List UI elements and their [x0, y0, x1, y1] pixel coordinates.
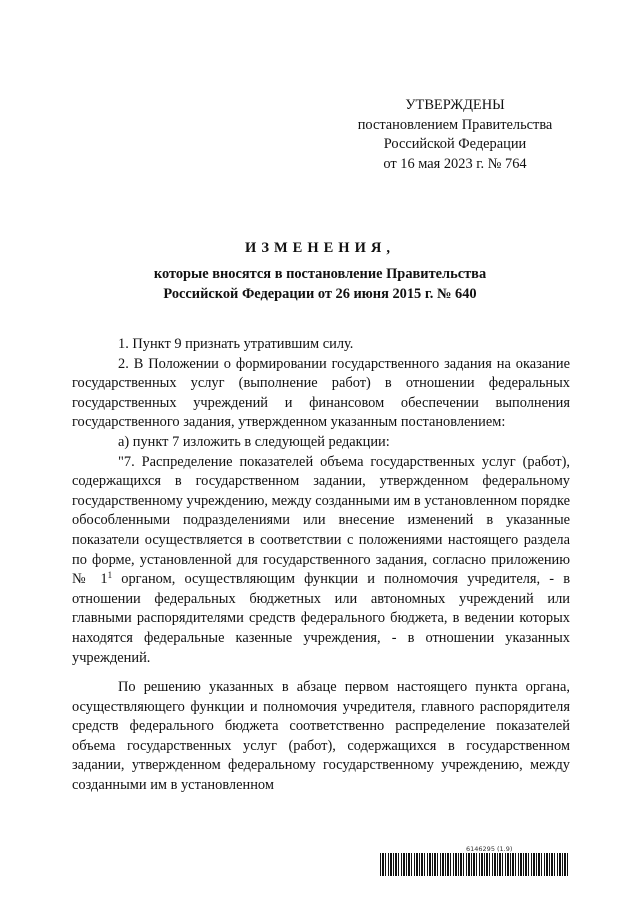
subtitle-line-2: Российской Федерации от 26 июня 2015 г. № 640: [163, 285, 477, 302]
approval-line-date: от 16 мая 2023 г. № 764: [383, 155, 527, 172]
paragraph-4: [72, 453, 570, 669]
document-body: [72, 335, 570, 796]
paragraph-1: 1. Пункт 9 признать утратившим силу.: [118, 336, 354, 352]
paragraph-3: а) пункт 7 изложить в следующей редакции:: [118, 433, 390, 450]
paragraph-4-end: органом, осуществляющим функции и полномочия учредителя, - в отношении федеральных бюджетных или автономных учреждений или главными распорядителями средств федерального бюджета, в ведении которых находятся федеральные казенные учреждения, - в отношении указанных учреждений.: [72, 571, 571, 666]
approval-block: [340, 96, 570, 174]
document-subtitle: [0, 265, 640, 304]
approval-heading: УТВЕРЖДЕНЫ: [405, 97, 505, 113]
barcode-icon: [380, 853, 570, 876]
document-title: ИЗМЕНЕНИЯ,: [245, 240, 395, 256]
document-stamp: 6146295 (1.9): [466, 845, 513, 853]
approval-line-federation: Российской Федерации: [383, 136, 527, 152]
paragraph-4-start: "7. Распределение показателей объема государственных услуг (работ), содержащихся в государственном задании, утвержденном федеральному государственному учреждению, между созданными им в установленном порядке обособленными подразделениями или внесение изменений в указанные показатели осуществляется в соответствии с положениями настоящего раздела по форме, установленной для государственного задания, согласно приложению № 1: [72, 453, 570, 588]
paragraph-5: По решению указанных в абзаце первом настоящего пункта органа, осуществляющего функции и полномочия учредителя, главного распорядителя средств федерального бюджета соответственно распределение показателей объема государственных услуг (работ), содержащихся в государственном задании, утвержденном федеральному государственному учреждению, между созданными им в установленном: [72, 679, 570, 794]
approval-line-resolution: постановлением Правительства: [357, 116, 553, 133]
paragraph-4-superscript: 1: [107, 570, 113, 581]
paragraph-2: 2. В Положении о формировании государственного задания на оказание государственных услуг (выполнение работ) в отношении федеральных государственных учреждений и финансовом обеспечении выполнения государственного задания, утвержденном указанным постановлением:: [72, 355, 570, 431]
subtitle-line-1: которые вносятся в постановление Правительства: [153, 266, 487, 282]
